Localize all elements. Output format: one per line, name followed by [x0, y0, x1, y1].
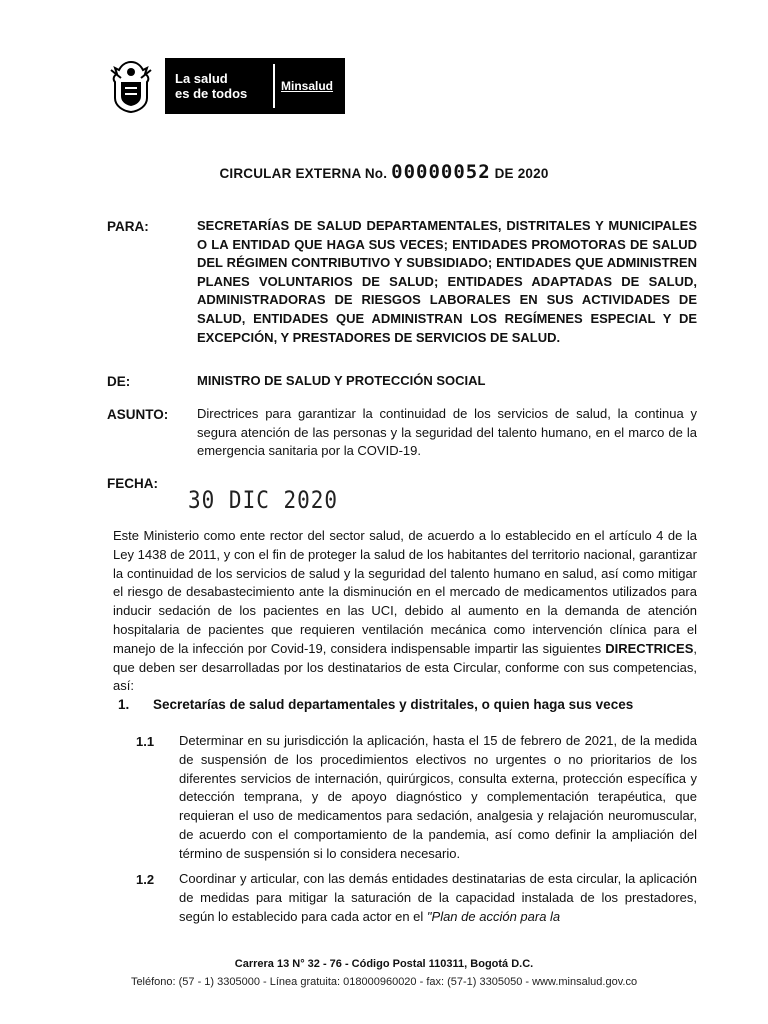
slogan — [165, 71, 267, 101]
circular-year: DE 2020 — [494, 166, 549, 181]
date-stamp: 30 DIC 2020 — [188, 486, 339, 514]
intro-paragraph — [113, 527, 697, 696]
ministry-name: Minsalud — [281, 79, 334, 93]
de-label: DE: — [107, 374, 131, 389]
item-text: Determinar en su jurisdicción la aplicación, hasta el 15 de febrero de 2021, de la medida de suspensión de los procedimientos electivos no urgentes o no prioritarios de los diferentes servicios de internación, quirúrgicos, consulta externa, protección específica y detección temprana, y de apoyo diagnóstico y complementación terapéutica, que requieran el uso de medicamentos para sedación, analgesia y relajación neuromuscular, de acuerdo con el comportamiento de la pandemia, así como definir la ampliación del término de suspensión si lo considera necesario. — [179, 733, 697, 861]
fecha-label: FECHA: — [107, 476, 158, 491]
coat-of-arms-icon — [105, 58, 157, 114]
intro-text-end: , que deben ser desarrolladas por los destinatarios de esta Circular, conforme con sus competencias, así: — [113, 640, 697, 694]
section-title: Secretarías de salud departamentales y distritales, o quien haga sus veces — [153, 697, 634, 712]
circular-title-prefix: CIRCULAR EXTERNA No. — [219, 166, 388, 181]
directives-keyword: DIRECTRICES — [605, 640, 694, 656]
section-number: 1. — [118, 697, 130, 712]
para-recipients: SECRETARÍAS DE SALUD DEPARTAMENTALES, DISTRITALES Y MUNICIPALES O LA ENTIDAD QUE HAGA SUS VECES; ENTIDADES PROMOTORAS DE SALUD DEL RÉGIMEN CONTRIBUTIVO Y SUBSIDIADO; ENTIDADES QUE ADMINISTREN PLANES VOLUNTARIOS DE SALUD; ENTIDADES ADAPTADAS DE SALUD, ADMINISTRADORAS DE RIESGOS LABORALES EN SUS ACTIVIDADES DE SALUD, ENTIDADES QUE ADMINISTRAN LOS REGÍMENES ESPECIAL Y DE EXCEPCIÓN, Y PRESTADORES DE SERVICIOS DE SALUD. — [197, 218, 697, 345]
circular-number: 00000052 — [391, 161, 491, 183]
item-text-body: Coordinar y articular, con las demás entidades destinatarias de esta circular, la aplicación de medidas para mitigar la saturación de la capacidad instalada de los prestadores, según lo establecido para cada actor en el — [179, 871, 697, 924]
brand-divider — [273, 64, 275, 108]
item-number: 1.2 — [136, 872, 155, 887]
footer-address: Carrera 13 N° 32 - 76 - Código Postal 110311, Bogotá D.C. — [234, 958, 534, 970]
ministry-logo — [105, 58, 345, 114]
asunto-subject: Directrices para garantizar la continuidad de los servicios de salud, la continua y segura atención de las personas y la seguridad del talento humano, en el marco de la emergencia sanitaria por la COVID-19. — [197, 406, 697, 459]
footer-contact: Teléfono: (57 - 1) 3305000 - Línea gratuita: 018000960020 - fax: (57-1) 3305050 - www.minsalud.gov.co — [130, 976, 638, 988]
asunto-label: ASUNTO: — [107, 407, 169, 422]
circular-title — [0, 161, 768, 183]
slogan-line-2: es de todos — [175, 86, 248, 101]
item-text-italic: "Plan de acción para la — [426, 908, 561, 924]
item-text — [179, 870, 697, 926]
item-number: 1.1 — [136, 734, 155, 749]
para-label: PARA: — [107, 219, 149, 234]
brand-banner — [165, 58, 345, 114]
de-sender: MINISTRO DE SALUD Y PROTECCIÓN SOCIAL — [197, 373, 486, 388]
slogan-line-1: La salud — [175, 71, 228, 86]
intro-text: Este Ministerio como ente rector del sector salud, de acuerdo a lo establecido en el artículo 4 de la Ley 1438 de 2011, y con el fin de proteger la salud de los habitantes del territorio nacional, garantizar la continuidad de los servicios de salud y la seguridad del talento humano en salud, así como mitigar el riesgo de desabastecimiento ante la disminución en el mercado de medicamentos utilizados para inducir sedación de los pacientes en las UCI, debido al aumento en la demanda de atención hospitalaria de pacientes que requieren ventilación mecánica como intervención clínica para el manejo de la infección por Covid-19, considera indispensable impartir las siguientes — [113, 528, 697, 656]
